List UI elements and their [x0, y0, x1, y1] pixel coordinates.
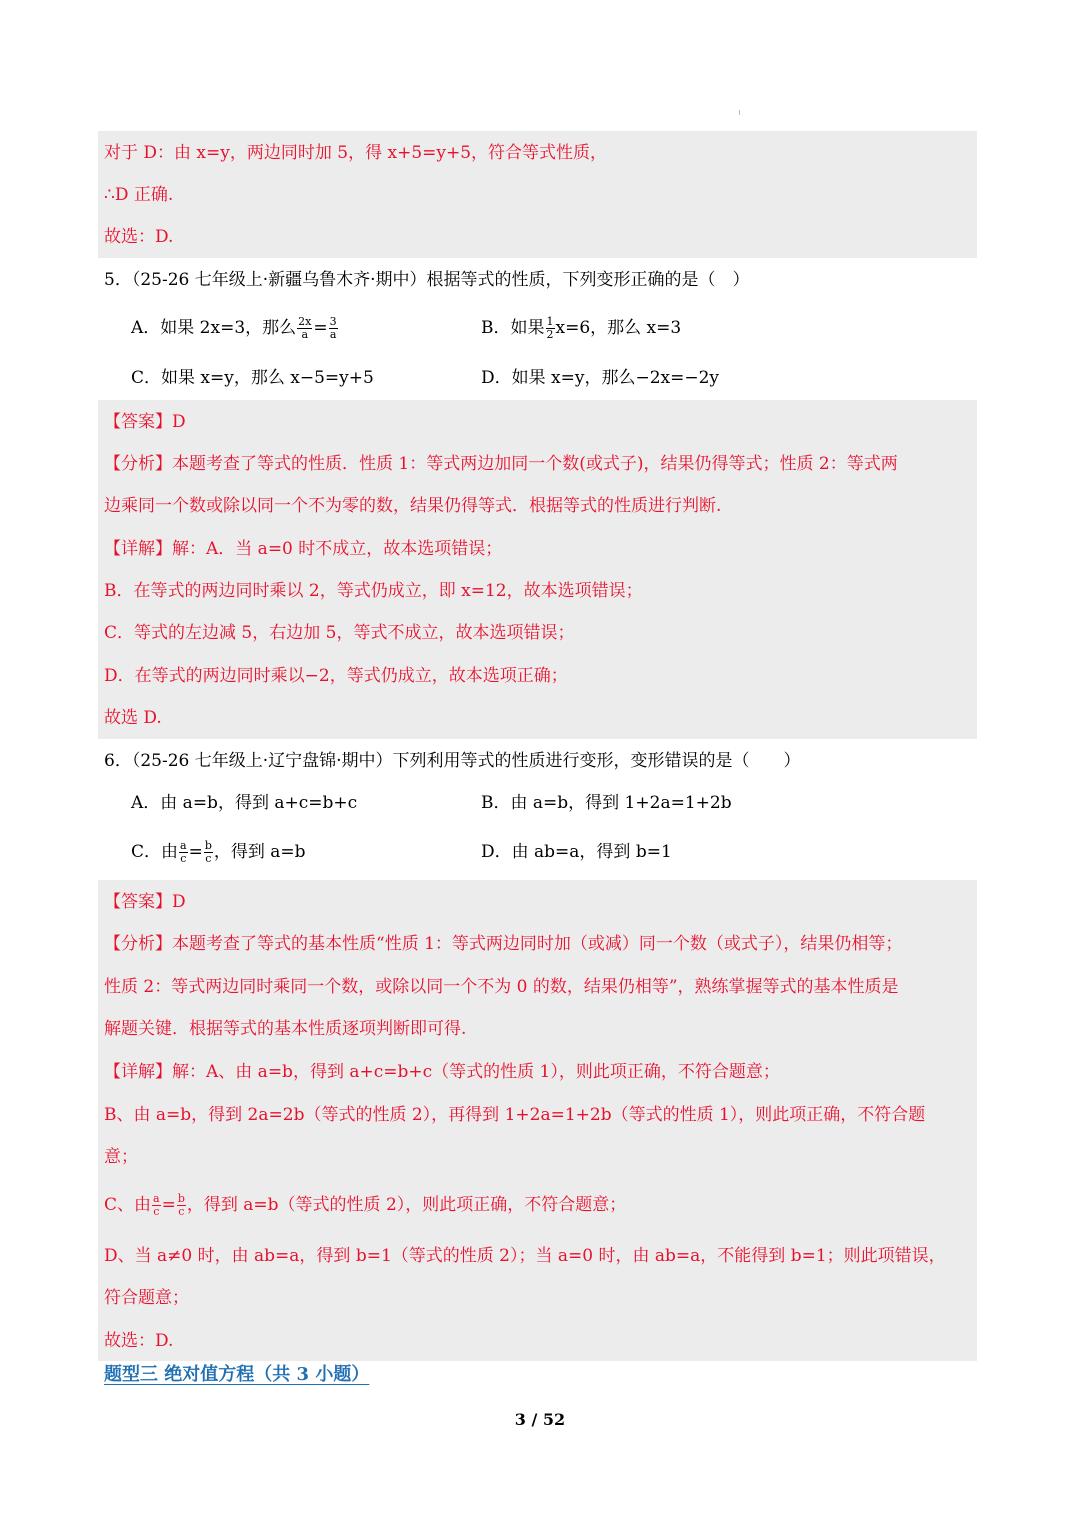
fraction-denominator: c [153, 1205, 160, 1218]
fraction-numerator: 2x [298, 315, 312, 328]
equals-sign: = [313, 318, 328, 338]
q6-option-c-fraction-2 [204, 840, 213, 865]
fraction-denominator: c [180, 852, 187, 865]
q5-option-c: C．如果 x=y，那么 x−5=y+5 [131, 368, 374, 388]
q6-option-b: B．由 a=b，得到 1+2a=1+2b [481, 793, 732, 813]
q6-option-c-fraction-1 [179, 840, 188, 865]
q6-option-c-text: C．由 [131, 842, 179, 862]
fraction-numerator: 1 [546, 315, 554, 328]
decorative-mark [739, 110, 740, 115]
q6-analysis-1: 【分析】本题考查了等式的基本性质“性质 1：等式两边同时加（或减）同一个数（或式子），结果仍相等； [104, 934, 903, 954]
q5-option-a-fraction-2 [329, 316, 338, 341]
q5-detail-1: 【详解】解：A．当 a=0 时不成立，故本选项错误； [104, 539, 503, 559]
q6-detail-4-fraction-2 [177, 1193, 186, 1218]
q5-detail-3: C．等式的左边减 5，右边加 5，等式不成立，故本选项错误； [104, 623, 575, 643]
prev-solution-line-1: 对于 D：由 x=y，两边同时加 5，得 x+5=y+5，符合等式性质， [104, 143, 608, 163]
q5-option-b-text: B．如果 [481, 318, 545, 338]
q6-detail-6: 符合题意； [104, 1288, 189, 1308]
equals-sign: = [161, 1195, 176, 1215]
q6-option-a: A．由 a=b，得到 a+c=b+c [131, 793, 358, 813]
q5-detail-5: 故选 D. [104, 708, 162, 728]
q5-analysis-1: 【分析】本题考查了等式的性质．性质 1：等式两边加同一个数(或式子)，结果仍得等式；性质 2：等式两 [104, 454, 898, 474]
q5-option-b-text-post: x=6，那么 x=3 [555, 318, 682, 338]
q6-detail-4 [104, 1193, 626, 1218]
prev-solution-line-3: 故选：D. [104, 227, 174, 247]
q6-detail-1: 【详解】解：A、由 a=b，得到 a+c=b+c（等式的性质 1），则此项正确，不符合题意； [104, 1062, 780, 1082]
q6-detail-7: 故选：D. [104, 1331, 174, 1351]
q5-detail-4: D．在等式的两边同时乘以−2，等式仍成立，故本选项正确； [104, 666, 568, 686]
fraction-denominator: c [205, 852, 212, 865]
fraction-numerator: b [204, 839, 212, 852]
q6-option-d: D．由 ab=a，得到 b=1 [481, 842, 672, 862]
q6-stem: 6．（25-26 七年级上·辽宁盘锦·期中）下列利用等式的性质进行变形，变形错误的是（ ） [104, 751, 801, 771]
q5-analysis-2: 边乘同一个数或除以同一个不为零的数，结果仍得等式．根据等式的性质进行判断. [104, 496, 722, 516]
q6-detail-2: B、由 a=b，得到 2a=2b（等式的性质 2），再得到 1+2a=1+2b（等式的性质 1），则此项正确，不符合题 [104, 1105, 926, 1125]
q5-option-a-fraction-1 [297, 316, 312, 341]
fraction-numerator: a [153, 1192, 160, 1205]
fraction-denominator: a [329, 328, 337, 341]
fraction-denominator: 2 [546, 328, 554, 341]
section-heading: 题型三 绝对值方程（共 3 小题） [104, 1364, 370, 1385]
page-number: 3 / 52 [514, 1410, 566, 1429]
q5-stem: 5．（25-26 七年级上·新疆乌鲁木齐·期中）根据等式的性质，下列变形正确的是（ ） [104, 270, 750, 290]
q6-detail-4-text-post: ，得到 a=b（等式的性质 2），则此项正确，不符合题意； [186, 1195, 627, 1215]
q6-option-c-text-post: ，得到 a=b [213, 842, 306, 862]
q6-answer: 【答案】D [104, 892, 186, 912]
q5-option-a-text: A．如果 2x=3，那么 [131, 318, 297, 338]
q6-detail-4-text: C、由 [104, 1195, 152, 1215]
q5-detail-2: B．在等式的两边同时乘以 2，等式仍成立，即 x=12，故本选项错误； [104, 581, 643, 601]
q5-answer: 【答案】D [104, 412, 186, 432]
q6-detail-3: 意； [104, 1147, 138, 1167]
q5-option-b-fraction [546, 316, 555, 341]
q5-option-b [481, 316, 681, 341]
fraction-denominator: a [301, 328, 309, 341]
q6-analysis-2: 性质 2：等式两边同时乘同一个数，或除以同一个不为 0 的数，结果仍相等”，熟练掌握等式的基本性质是 [104, 977, 899, 997]
fraction-denominator: c [178, 1205, 185, 1218]
prev-solution-line-2: ∴D 正确. [104, 185, 174, 205]
fraction-numerator: 3 [329, 315, 337, 328]
fraction-numerator: a [180, 839, 187, 852]
q5-option-a [131, 316, 339, 341]
q6-detail-5: D、当 a≠0 时，由 ab=a，得到 b=1（等式的性质 2）；当 a=0 时，由 ab=a，不能得到 b=1；则此项错误， [104, 1246, 946, 1266]
q6-option-c [131, 840, 306, 865]
q6-detail-4-fraction-1 [152, 1193, 161, 1218]
q5-option-d: D．如果 x=y，那么−2x=−2y [481, 368, 720, 388]
q6-analysis-3: 解题关键．根据等式的基本性质逐项判断即可得. [104, 1019, 467, 1039]
solution-background-q5 [98, 400, 977, 739]
equals-sign: = [188, 842, 203, 862]
fraction-numerator: b [177, 1192, 185, 1205]
